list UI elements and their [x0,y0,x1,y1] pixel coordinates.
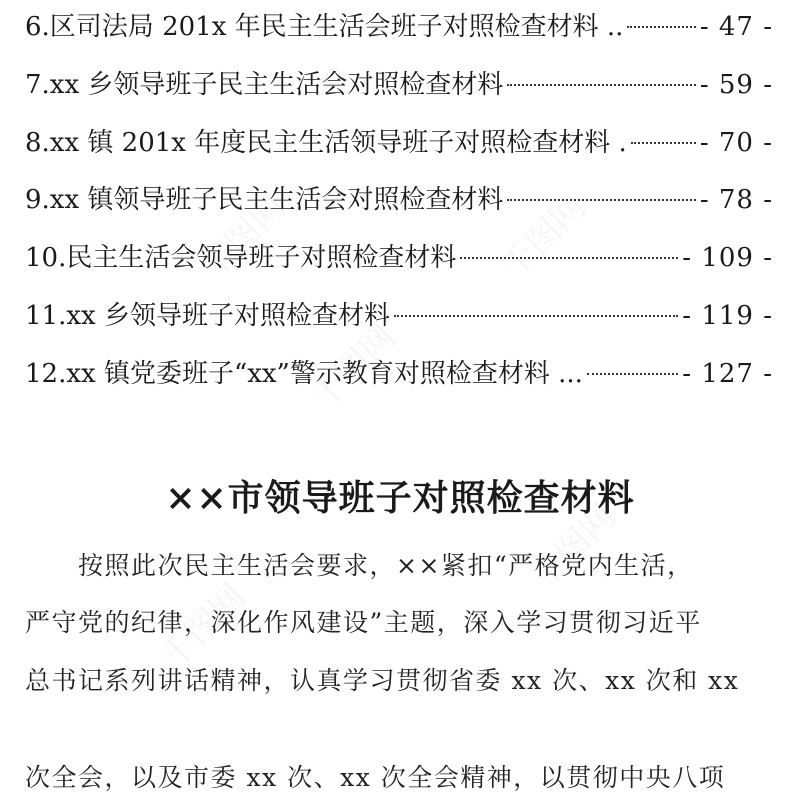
toc-dot-leader [587,373,678,375]
toc-entry-title: 10.民主生活会领导班子对照检查材料 [25,243,457,273]
paragraph-line: 次全会，以及市委 xx 次、xx 次全会精神，以贯彻中央八项 [25,763,726,792]
watermark: 千图网 [303,316,404,418]
paragraph-line: 严守党的纪律，深化作风建设”主题，深入学习贯彻习近平 [25,608,702,637]
toc-dot-leader [627,26,695,28]
toc-entry[interactable] [25,233,773,273]
toc-entry[interactable] [25,60,773,100]
watermark: 千图网 [523,496,624,598]
toc-entry-title: 11.xx 乡领导班子对照检查材料 [25,301,390,331]
watermark: 千图网 [153,576,254,678]
paragraph-line: 按照此次民主生活会要求，××紧扣“严格党内生活， [25,551,694,580]
toc-entry[interactable] [25,2,773,42]
toc-entry-page: - 59 - [699,70,773,100]
toc-entry-title: 7.xx 乡领导班子民主生活会对照检查材料 [25,70,504,100]
toc-entry-title: 12.xx 镇党委班子“xx”警示教育对照检查材料 ... [25,359,583,389]
toc-entry-page: - 78 - [699,185,773,215]
toc-dot-leader [631,142,696,144]
toc-entry[interactable] [25,175,773,215]
watermark: 千图网 [193,186,294,288]
toc-dot-leader [507,199,695,201]
toc-dot-leader [507,84,695,86]
toc-entry-title: 9.xx 镇领导班子民主生活会对照检查材料 [25,185,504,215]
toc-entry-title: 6.区司法局 201x 年民主生活会班子对照检查材料 .. [25,12,624,42]
toc-entry-title: 8.xx 镇 201x 年度民主生活领导班子对照检查材料 . [25,128,627,158]
paragraph-line: 总书记系列讲话精神，认真学习贯彻省委 xx 次、xx 次和 xx [25,666,740,695]
toc-entry-page: - 47 - [699,12,773,42]
toc-entry-page: - 127 - [682,359,773,389]
toc-dot-leader [460,257,678,259]
toc-entry-page: - 70 - [699,128,773,158]
watermark: 千图网 [493,186,594,288]
document-heading: ××市领导班子对照检查材料 [165,477,635,519]
toc-dot-leader [394,315,678,317]
toc-entry[interactable] [25,118,773,158]
toc-entry[interactable] [25,291,773,331]
toc-entry-page: - 119 - [682,301,773,331]
toc-entry[interactable] [25,349,773,389]
toc-entry-page: - 109 - [682,243,773,273]
